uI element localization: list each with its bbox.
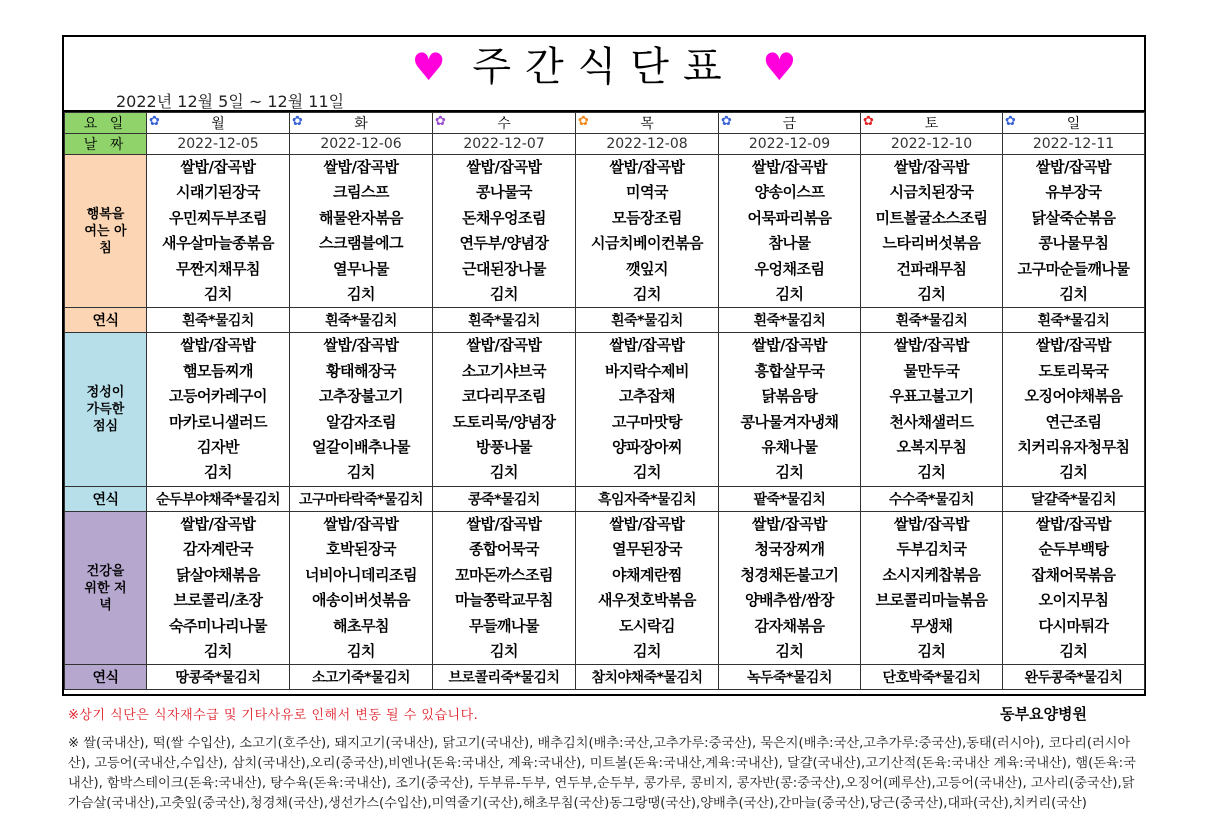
- menu-item: 천사채샐러드: [889, 412, 974, 431]
- dinner-menu: [861, 511, 1003, 664]
- menu-item: 콩나물무침: [1038, 234, 1109, 253]
- page-title: [64, 45, 1144, 89]
- menu-item: 애송이버섯볶음: [312, 591, 410, 610]
- title-text: 주간식단표: [472, 44, 736, 90]
- heart-icon: ♥: [411, 45, 446, 89]
- menu-item: 열무된장국: [612, 540, 682, 559]
- menu-item: 우민찌두부조림: [169, 208, 267, 227]
- menu-item: 유채나물: [761, 438, 818, 457]
- snack2-row: [65, 486, 1145, 511]
- snack-cell: 달걀죽*물김치: [1003, 486, 1145, 511]
- snack-cell: 완두콩죽*물김치: [1003, 665, 1145, 690]
- dinner-menu: [147, 511, 290, 664]
- menu-item: 우표고불고기: [889, 387, 974, 406]
- snack-label: 연식: [65, 486, 147, 511]
- menu-item: 고구마맛탕: [612, 412, 682, 431]
- menu-item: 방풍나물: [476, 438, 532, 457]
- menu-item: 김치: [1059, 641, 1088, 660]
- menu-item: 쌀밥/잡곡밥: [1036, 158, 1111, 176]
- origin-info: ※ 쌀(국내산), 떡(쌀 수입산), 소고기(호주산), 돼지고기(국내산), 닭고기(국내산), 배추김치(배추:국산,고추가루:중국산), 묵은지(배추:국산,고추가루:중국산),동태(러시아), 코다리(러시아산), 고등어(국내산,수입산), 삼치(국내산),오리(중국산),비엔나(돈육:국내산, 계육:국내산), 미트볼(돈육:국내산,계육:국내산), 달걀(국내산),고기산적(돈육:국내산 계육:국내산), 햄(돈육:국내산), 함박스테이크(돈육:국내산), 탕수육(돈육:국내산), 조기(중국산), 두부류-두부, 연두부,순두부, 콩가루, 콩비지, 콩자반(콩:중국산),오징어(페루산),고등어(국내산), 고사리(중국산),닭가슴살(국내산),고춧잎(중국산),청경채(국산),생선가스(수입산),미역줄기(국산),해초무침(국산)동그랑땡(국산),양배추(국산),간마늘(중국산),당근(중국산),대파(국산),치커리(국산): [68, 736, 1136, 811]
- menu-item: 오징어야채볶음: [1024, 387, 1123, 406]
- menu-item: 해초무침: [333, 616, 389, 635]
- snack-cell: 수수죽*물김치: [861, 486, 1003, 511]
- menu-item: 햄모듬찌개: [183, 361, 253, 380]
- lunch-menu: [1003, 333, 1145, 486]
- menu-item: 고추장불고기: [319, 387, 403, 406]
- menu-item: 쌀밥/잡곡밥: [609, 514, 685, 533]
- menu-item: 쌀밥/잡곡밥: [609, 158, 685, 176]
- menu-item: 콩나물겨자냉채: [740, 412, 839, 431]
- menu-item: 김치: [917, 285, 946, 304]
- menu-item: 모듬장조림: [612, 208, 682, 227]
- dinner-label: 건강을 위한 저녁: [65, 511, 147, 664]
- snack-cell: 흰죽*물김치: [1003, 308, 1145, 333]
- menu-item: 쌀밥/잡곡밥: [466, 336, 542, 355]
- menu-item: 브로콜리마늘볶음: [875, 591, 988, 610]
- day-name: 금: [782, 116, 797, 132]
- menu-item: 김치: [347, 285, 375, 304]
- date-header-row: [65, 134, 1145, 155]
- menu-item: 쌀밥/잡곡밥: [1036, 514, 1111, 533]
- menu-item: 쌀밥/잡곡밥: [180, 158, 256, 176]
- dinner-row: [65, 511, 1145, 664]
- menu-item: 쌀밥/잡곡밥: [323, 336, 399, 355]
- menu-item: 흥합살무국: [754, 361, 825, 380]
- menu-item: 쌀밥/잡곡밥: [894, 514, 969, 533]
- lunch-menu: [290, 333, 433, 486]
- breakfast-menu: [576, 155, 719, 308]
- menu-item: 스크램블에그: [319, 234, 403, 253]
- menu-item: 돈채우엉조림: [462, 208, 546, 227]
- day-name: 화: [354, 116, 368, 132]
- menu-item: 마늘쫑락교무침: [455, 591, 553, 610]
- date-cell: 2022-12-11: [1003, 134, 1145, 155]
- menu-item: 청국장찌개: [754, 540, 825, 559]
- menu-item: 김치: [490, 285, 518, 304]
- menu-item: 시금치된장국: [889, 183, 974, 202]
- lunch-label: 정성이 가득한 점심: [65, 333, 147, 486]
- menu-item: 물만두국: [903, 361, 960, 380]
- day-cell: [719, 113, 861, 134]
- breakfast-menu: [147, 155, 290, 308]
- menu-item: 우엉채조림: [754, 259, 825, 278]
- date-cell: 2022-12-05: [147, 134, 290, 155]
- menu-item: 호박된장국: [326, 540, 396, 559]
- dinner-menu: [719, 511, 861, 664]
- snack-cell: 단호박죽*물김치: [861, 665, 1003, 690]
- menu-item: 청경채돈불고기: [740, 565, 839, 584]
- day-name: 수: [497, 116, 511, 132]
- menu-item: 브로콜리/초장: [173, 591, 263, 610]
- day-name: 토: [924, 116, 939, 132]
- menu-item: 시금치베이컨볶음: [591, 234, 703, 253]
- menu-item: 쌀밥/잡곡밥: [894, 158, 969, 176]
- menu-item: 얼갈이배추나물: [312, 438, 410, 457]
- menu-item: 다시마튀각: [1038, 616, 1109, 635]
- menu-item: 김치: [775, 463, 804, 482]
- snack-cell: 땅콩죽*물김치: [147, 665, 290, 690]
- menu-item: 김치: [1059, 285, 1088, 304]
- menu-item: 도시락김: [619, 616, 675, 635]
- menu-item: 알감자조림: [326, 412, 396, 431]
- menu-item: 닭볶음탕: [761, 387, 818, 406]
- menu-item: 김치: [917, 641, 946, 660]
- menu-item: 쌀밥/잡곡밥: [323, 514, 399, 533]
- menu-item: 양송이스프: [754, 183, 825, 202]
- menu-item: 미역국: [626, 183, 668, 202]
- menu-item: 콩나물국: [476, 183, 532, 202]
- flower-icon: ✿: [863, 114, 874, 129]
- menu-item: 고등어카레구이: [169, 387, 267, 406]
- day-cell: [576, 113, 719, 134]
- menu-item: 쌀밥/잡곡밥: [752, 158, 827, 176]
- day-cell: [290, 113, 433, 134]
- date-cell: 2022-12-07: [433, 134, 576, 155]
- menu-item: 야채계란찜: [612, 565, 682, 584]
- menu-item: 김치: [1059, 463, 1088, 482]
- menu-item: 김자반: [197, 438, 239, 457]
- menu-item: 쌀밥/잡곡밥: [752, 514, 827, 533]
- menu-item: 쌀밥/잡곡밥: [894, 336, 969, 355]
- menu-item: 어묵파리볶음: [747, 208, 832, 227]
- lunch-menu: [719, 333, 861, 486]
- breakfast-label: 행복을 여는 아침: [65, 155, 147, 308]
- menu-item: 너비아니데리조림: [305, 565, 417, 584]
- menu-item: 쌀밥/잡곡밥: [466, 158, 542, 176]
- menu-item: 쌀밥/잡곡밥: [1036, 336, 1111, 355]
- flower-icon: ✿: [149, 114, 160, 129]
- snack-cell: 순두부야채죽*물김치: [147, 486, 290, 511]
- menu-item: 고구마순들깨나물: [1017, 259, 1130, 278]
- lunch-menu: [147, 333, 290, 486]
- menu-item: 김치: [917, 463, 946, 482]
- menu-item: 건파래무침: [896, 259, 967, 278]
- menu-item: 김치: [775, 285, 804, 304]
- menu-item: 치커리유자청무침: [1017, 438, 1130, 457]
- menu-item: 김치: [204, 285, 232, 304]
- menu-item: 오이지무침: [1038, 591, 1109, 610]
- snack-cell: 흰죽*물김치: [719, 308, 861, 333]
- menu-item: 닭살야채볶음: [176, 565, 260, 584]
- snack-label: 연식: [65, 308, 147, 333]
- snack1-row: [65, 308, 1145, 333]
- snack-cell: 흑임자죽*물김치: [576, 486, 719, 511]
- flower-icon: ✿: [1005, 114, 1016, 129]
- menu-item: 양배추쌈/쌈장: [745, 591, 834, 610]
- snack-cell: 콩죽*물김치: [433, 486, 576, 511]
- snack-cell: 브로콜리죽*물김치: [433, 665, 576, 690]
- breakfast-menu: [290, 155, 433, 308]
- snack-cell: 흰죽*물김치: [147, 308, 290, 333]
- breakfast-menu: [433, 155, 576, 308]
- menu-item: 쌀밥/잡곡밥: [466, 514, 542, 533]
- dinner-menu: [433, 511, 576, 664]
- snack-cell: 흰죽*물김치: [290, 308, 433, 333]
- menu-item: 두부김치국: [896, 540, 967, 559]
- menu-item: 소시지케찹볶음: [882, 565, 981, 584]
- menu-item: 김치: [490, 641, 518, 660]
- day-cell: [433, 113, 576, 134]
- day-name: 목: [640, 116, 654, 132]
- date-cell: 2022-12-08: [576, 134, 719, 155]
- flower-icon: ✿: [721, 114, 732, 129]
- breakfast-menu: [861, 155, 1003, 308]
- menu-item: 코다리무조림: [462, 387, 546, 406]
- menu-item: 미트볼굴소스조림: [875, 208, 988, 227]
- day-label: 요 일: [65, 113, 147, 134]
- menu-item: 쌀밥/잡곡밥: [180, 336, 256, 355]
- snack-cell: 흰죽*물김치: [861, 308, 1003, 333]
- menu-item: 마카로니샐러드: [169, 412, 267, 431]
- change-notice: ※상기 식단은 식자재수급 및 기타사유로 인해서 변동 될 수 있습니다.: [68, 708, 479, 723]
- menu-item: 바지락수제비: [605, 361, 689, 380]
- flower-icon: ✿: [435, 114, 446, 129]
- menu-item: 유부장국: [1045, 183, 1102, 202]
- menu-item: 해물완자볶음: [319, 208, 403, 227]
- breakfast-menu: [1003, 155, 1145, 308]
- menu-item: 숙주미나리나물: [169, 616, 267, 635]
- menu-item: 시래기된장국: [176, 183, 260, 202]
- day-cell: [147, 113, 290, 134]
- date-label: 날 짜: [65, 134, 147, 155]
- menu-item: 김치: [347, 641, 375, 660]
- menu-item: 양파장아찌: [612, 438, 682, 457]
- menu-item: 김치: [490, 463, 518, 482]
- menu-item: 김치: [204, 463, 232, 482]
- menu-item: 감자계란국: [183, 540, 253, 559]
- menu-item: 닭살죽순볶음: [1031, 208, 1116, 227]
- dinner-menu: [576, 511, 719, 664]
- dinner-menu: [1003, 511, 1145, 664]
- menu-item: 쌀밥/잡곡밥: [752, 336, 827, 355]
- heart-icon: ♥: [762, 45, 797, 89]
- breakfast-menu: [719, 155, 861, 308]
- menu-item: 김치: [633, 285, 661, 304]
- date-cell: 2022-12-10: [861, 134, 1003, 155]
- snack-cell: 흰죽*물김치: [433, 308, 576, 333]
- lunch-row: [65, 333, 1145, 486]
- menu-item: 황태해장국: [326, 361, 396, 380]
- menu-item: 참나물: [768, 234, 811, 253]
- menu-item: 새우살마늘종볶음: [162, 234, 274, 253]
- menu-item: 깻잎지: [626, 259, 668, 278]
- title-row: [64, 37, 1144, 112]
- menu-item: 꼬마돈까스조림: [455, 565, 553, 584]
- menu-item: 무생채: [910, 616, 953, 635]
- menu-item: 김치: [204, 641, 232, 660]
- menu-item: 순두부백탕: [1038, 540, 1109, 559]
- day-name: 월: [211, 116, 225, 132]
- flower-icon: ✿: [292, 114, 303, 129]
- menu-item: 근대된장나물: [462, 259, 546, 278]
- date-cell: 2022-12-06: [290, 134, 433, 155]
- day-cell: [1003, 113, 1145, 134]
- menu-item: 종합어묵국: [469, 540, 539, 559]
- date-range: 2022년 12월 5일 ~ 12월 11일: [116, 92, 345, 111]
- date-cell: 2022-12-09: [719, 134, 861, 155]
- menu-item: 감자채볶음: [754, 616, 825, 635]
- hospital-name: 동부요양병원: [1000, 705, 1087, 723]
- lunch-menu: [433, 333, 576, 486]
- menu-item: 쌀밥/잡곡밥: [180, 514, 256, 533]
- menu-item: 연근조림: [1045, 412, 1102, 431]
- menu-item: 열무나물: [333, 259, 389, 278]
- menu-item: 김치: [633, 463, 661, 482]
- day-header-row: [65, 113, 1145, 134]
- menu-table: [64, 112, 1145, 690]
- menu-item: 크림스프: [333, 183, 389, 202]
- lunch-menu: [576, 333, 719, 486]
- menu-item: 소고기샤브국: [462, 361, 546, 380]
- snack-cell: 흰죽*물김치: [576, 308, 719, 333]
- snack-cell: 녹두죽*물김치: [719, 665, 861, 690]
- snack-cell: 고구마타락죽*물김치: [290, 486, 433, 511]
- menu-item: 김치: [775, 641, 804, 660]
- menu-item: 고추잡채: [619, 387, 675, 406]
- menu-frame: [62, 35, 1146, 696]
- lunch-menu: [861, 333, 1003, 486]
- menu-item: 쌀밥/잡곡밥: [323, 158, 399, 176]
- breakfast-row: [65, 155, 1145, 308]
- snack-label: 연식: [65, 665, 147, 690]
- menu-item: 느타리버섯볶음: [882, 234, 981, 253]
- menu-item: 도토리묵국: [1038, 361, 1109, 380]
- menu-item: 쌀밥/잡곡밥: [609, 336, 685, 355]
- menu-item: 도토리묵/양념장: [452, 412, 556, 431]
- menu-item: 무들깨나물: [469, 616, 539, 635]
- flower-icon: ✿: [578, 114, 589, 129]
- dinner-menu: [290, 511, 433, 664]
- menu-item: 오복지무침: [896, 438, 967, 457]
- snack3-row: [65, 665, 1145, 690]
- menu-item: 잡채어묵볶음: [1031, 565, 1116, 584]
- menu-item: 연두부/양념장: [459, 234, 549, 253]
- day-name: 일: [1066, 116, 1081, 132]
- day-cell: [861, 113, 1003, 134]
- snack-cell: 팥죽*물김치: [719, 486, 861, 511]
- snack-cell: 소고기죽*물김치: [290, 665, 433, 690]
- snack-cell: 참치야채죽*물김치: [576, 665, 719, 690]
- menu-item: 새우젓호박볶음: [598, 591, 696, 610]
- menu-item: 무짠지채무침: [176, 259, 260, 278]
- menu-item: 김치: [347, 463, 375, 482]
- menu-item: 김치: [633, 641, 661, 660]
